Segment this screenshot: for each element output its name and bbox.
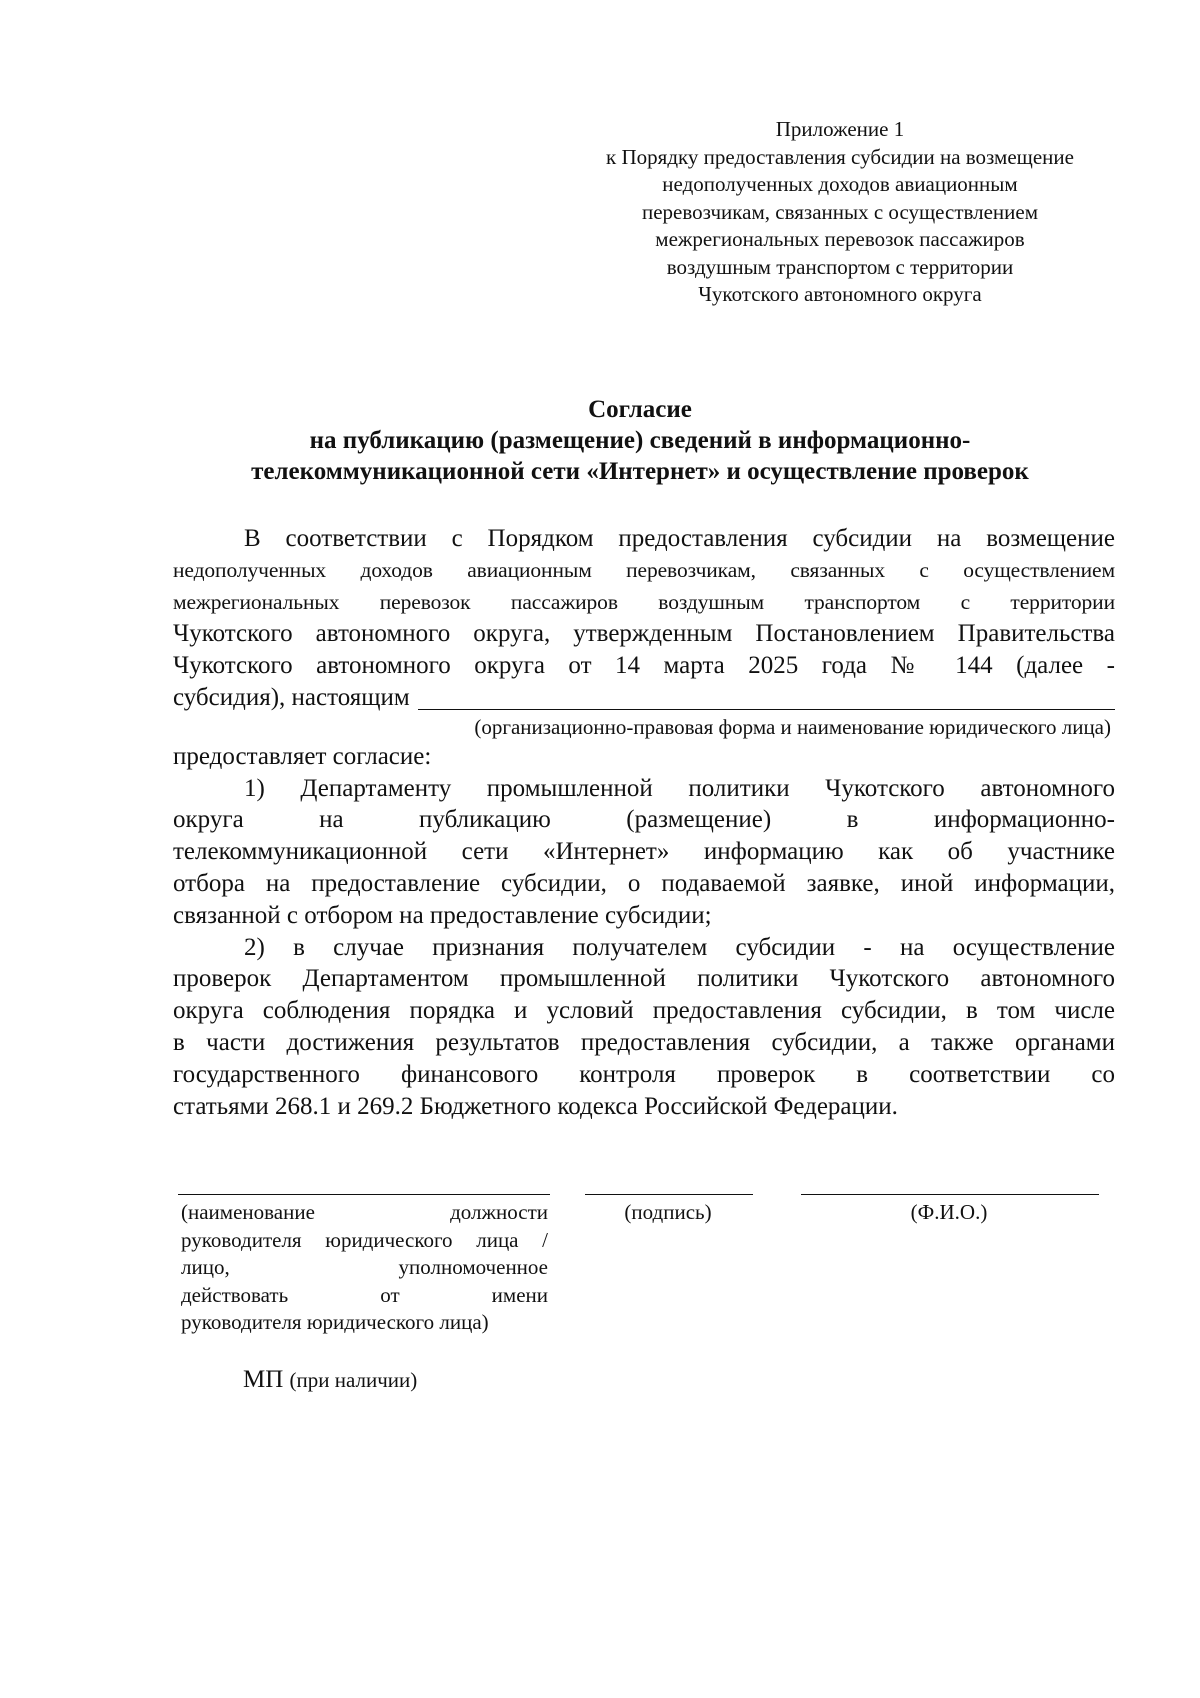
body-line: В соответствии с Порядком предоставления субсидии на возмещение [244, 525, 1115, 552]
appendix-line: воздушным транспортом с территории [666, 254, 1014, 279]
position-caption [181, 1199, 548, 1337]
document-body [173, 523, 1115, 1122]
appendix-line: Приложение 1 [775, 117, 905, 141]
item2-line: статьями 268.1 и 269.2 Бюджетного кодекса Российской Федерации. [173, 1092, 898, 1120]
item2-line: в части достижения результатов предоставления субсидии, а также органами [173, 1028, 1115, 1056]
position-caption-line: руководителя юридического лица / [181, 1227, 548, 1252]
item1-line: округа на публикацию (размещение) в информационно- [173, 806, 1115, 834]
stamp-main: МП [243, 1366, 284, 1393]
organization-fill-row [173, 682, 1115, 714]
item2-line: 2) в случае признания получателем субсидии - на осуществление [244, 933, 1115, 961]
stamp-note: (при наличии) [289, 1368, 418, 1392]
appendix-line: перевозчикам, связанных с осуществлением [641, 199, 1039, 224]
item1-line: 1) Департаменту промышленной политики Чукотского автономного [244, 774, 1115, 802]
title-line: Согласие [588, 396, 692, 423]
organization-blank-line[interactable] [418, 685, 1115, 710]
stamp-placeholder [243, 1366, 417, 1394]
appendix-line: к Порядку предоставления субсидии на возмещение [606, 144, 1074, 169]
body-line: недополученных доходов авиационным перевозчикам, связанных с осуществлением [173, 557, 1115, 582]
position-caption-line: руководителя юридического лица) [181, 1310, 489, 1334]
appendix-line: межрегиональных перевозок пассажиров [655, 227, 1025, 251]
title-line: телекоммуникационной сети «Интернет» и осуществление проверок [251, 458, 1029, 485]
body-line: Чукотского автономного округа, утвержденным Постановлением Правительства [173, 620, 1115, 648]
sign-caption: (подпись) [624, 1200, 712, 1224]
position-caption-line: (наименование должности [181, 1200, 548, 1224]
item2-line: округа соблюдения порядка и условий предоставления субсидии, в том числе [173, 997, 1115, 1025]
title-line: на публикацию (размещение) сведений в информационно- [309, 427, 971, 454]
fio-caption: (Ф.И.О.) [910, 1200, 988, 1224]
body-line: межрегиональных перевозок пассажиров воздушным транспортом с территории [173, 589, 1115, 614]
item1-line: связанной с отбором на предоставление субсидии; [173, 901, 712, 929]
document-title [160, 394, 1120, 487]
appendix-line: Чукотского автономного округа [698, 282, 982, 306]
consent-line: предоставляет согласие: [173, 742, 432, 770]
appendix-line: недополученных доходов авиационным [662, 172, 1018, 196]
item2-line: проверок Департаментом промышленной политики Чукотского автономного [173, 965, 1115, 993]
fill-prefix: субсидия), настоящим [173, 683, 410, 711]
fio-signature-line[interactable] [801, 1194, 1099, 1195]
position-caption-line: лицо, уполномоченное [181, 1255, 548, 1279]
item1-line: отбора на предоставление субсидии, о подаваемой заявке, иной информации, [173, 869, 1115, 897]
sign-signature-line[interactable] [585, 1194, 753, 1195]
appendix-header [570, 116, 1110, 309]
body-line: Чукотского автономного округа от 14 марта 2025 года № 144 (далее - [173, 652, 1115, 680]
item1-line: телекоммуникационной сети «Интернет» информацию как об участнике [173, 838, 1115, 866]
position-caption-line: действовать от имени [181, 1282, 548, 1307]
position-signature-line[interactable] [178, 1194, 550, 1195]
item2-line: государственного финансового контроля проверок в соответствии со [173, 1060, 1115, 1088]
organization-hint: (организационно-правовая форма и наименование юридического лица) [474, 714, 1111, 739]
